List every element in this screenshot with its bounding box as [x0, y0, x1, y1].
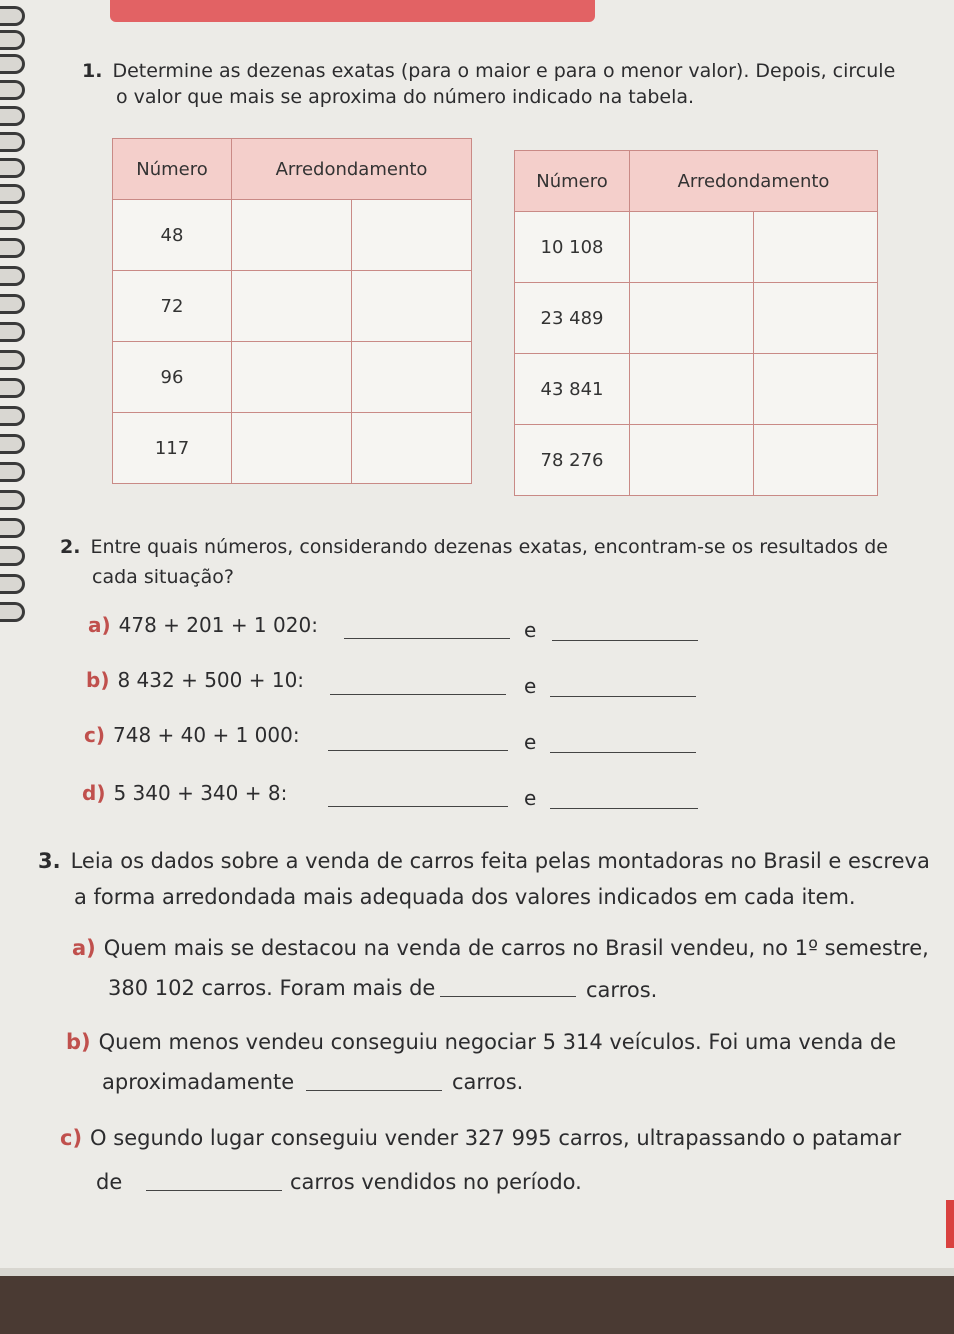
q3-item-b: [66, 1028, 936, 1056]
item-line1: O segundo lugar conseguiu vender 327 995 carros, ultrapassando o patamar: [90, 1126, 902, 1150]
q2-item-a: [88, 613, 318, 637]
header-number: Número: [515, 151, 630, 212]
item-label: c): [84, 723, 105, 747]
item-expression: 5 340 + 340 + 8:: [113, 781, 288, 805]
number-cell: 23 489: [515, 283, 630, 354]
item-line2-suffix: carros.: [586, 978, 658, 1002]
answer-cell-upper[interactable]: [754, 283, 878, 354]
conjunction: e: [524, 674, 537, 698]
item-line2-prefix: de: [96, 1170, 123, 1194]
conjunction: e: [524, 618, 537, 642]
answer-cell-lower[interactable]: [630, 283, 754, 354]
answer-cell-lower[interactable]: [630, 354, 754, 425]
q3-text-line1: Leia os dados sobre a venda de carros feita pelas montadoras no Brasil e escreva: [70, 849, 930, 873]
top-banner: [110, 0, 595, 22]
spiral-binding: [0, 0, 30, 640]
header-number: Número: [113, 139, 232, 200]
answer-cell-upper[interactable]: [352, 342, 472, 413]
item-label: a): [88, 613, 111, 637]
q2-item-c: [84, 723, 300, 747]
item-expression: 748 + 40 + 1 000:: [113, 723, 300, 747]
answer-cell-lower[interactable]: [630, 212, 754, 283]
q2-item-d: [82, 781, 287, 805]
number-cell: 96: [113, 342, 232, 413]
q2-number: 2.: [60, 536, 81, 558]
header-rounding: Arredondamento: [232, 139, 472, 200]
answer-blank-upper[interactable]: [550, 696, 696, 697]
q1-instruction: [82, 58, 932, 110]
item-label: b): [66, 1030, 91, 1054]
item-line2-suffix: carros.: [452, 1070, 524, 1094]
answer-blank-upper[interactable]: [552, 640, 698, 641]
q2-text-line1: Entre quais números, considerando dezenas exatas, encontram-se os resultados de: [90, 536, 888, 558]
number-cell: 48: [113, 200, 232, 271]
answer-cell-upper[interactable]: [754, 212, 878, 283]
answer-blank-upper[interactable]: [550, 752, 696, 753]
number-cell: 43 841: [515, 354, 630, 425]
number-cell: 117: [113, 413, 232, 484]
q3-number: 3.: [38, 849, 61, 873]
number-cell: 78 276: [515, 425, 630, 496]
number-cell: 10 108: [515, 212, 630, 283]
answer-cell-upper[interactable]: [352, 413, 472, 484]
item-expression: 478 + 201 + 1 020:: [118, 613, 318, 637]
answer-cell-lower[interactable]: [232, 342, 352, 413]
q3-item-c: [60, 1124, 940, 1152]
answer-blank-lower[interactable]: [344, 638, 510, 639]
answer-cell-upper[interactable]: [754, 354, 878, 425]
item-line2-suffix: carros vendidos no período.: [290, 1170, 582, 1194]
q2-instruction: [60, 532, 930, 592]
answer-blank[interactable]: [440, 996, 576, 997]
item-line1: Quem menos vendeu conseguiu negociar 5 314 veículos. Foi uma venda de: [98, 1030, 897, 1054]
q2-item-b: [86, 668, 304, 692]
q1-text-line1: Determine as dezenas exatas (para o maior e para o menor valor). Depois, circule: [112, 60, 896, 82]
answer-cell-lower[interactable]: [232, 413, 352, 484]
item-line2-prefix: 380 102 carros. Foram mais de: [108, 976, 436, 1000]
next-page-edge: [0, 1268, 954, 1276]
q3-text-line2: a forma arredondada mais adequada dos valores indicados em cada item.: [74, 885, 856, 909]
item-label: b): [86, 668, 110, 692]
conjunction: e: [524, 730, 537, 754]
background-surface: [0, 1268, 954, 1334]
q3-instruction: [38, 843, 938, 915]
item-expression: 8 432 + 500 + 10:: [117, 668, 305, 692]
item-line1: Quem mais se destacou na venda de carros no Brasil vendeu, no 1º semestre,: [103, 936, 929, 960]
header-rounding: Arredondamento: [630, 151, 878, 212]
answer-cell-upper[interactable]: [352, 200, 472, 271]
item-line2-prefix: aproximadamente: [102, 1070, 295, 1094]
answer-blank-upper[interactable]: [550, 808, 698, 809]
q1-text-line2: o valor que mais se aproxima do número indicado na tabela.: [116, 86, 695, 108]
number-cell: 72: [113, 271, 232, 342]
q2-text-line2: cada situação?: [92, 566, 234, 588]
item-label: c): [60, 1126, 83, 1150]
answer-blank-lower[interactable]: [328, 750, 508, 751]
answer-cell-lower[interactable]: [232, 200, 352, 271]
answer-cell-upper[interactable]: [352, 271, 472, 342]
item-label: d): [82, 781, 106, 805]
answer-blank-lower[interactable]: [328, 806, 508, 807]
conjunction: e: [524, 786, 537, 810]
table-left: [112, 138, 472, 484]
answer-blank[interactable]: [306, 1090, 442, 1091]
answer-cell-lower[interactable]: [232, 271, 352, 342]
page-edge-tab: [946, 1200, 954, 1248]
table-right: [514, 150, 878, 496]
q1-number: 1.: [82, 60, 103, 82]
answer-cell-upper[interactable]: [754, 425, 878, 496]
q3-item-a: [72, 934, 942, 962]
answer-cell-lower[interactable]: [630, 425, 754, 496]
answer-blank[interactable]: [146, 1190, 282, 1191]
item-label: a): [72, 936, 96, 960]
answer-blank-lower[interactable]: [330, 694, 506, 695]
